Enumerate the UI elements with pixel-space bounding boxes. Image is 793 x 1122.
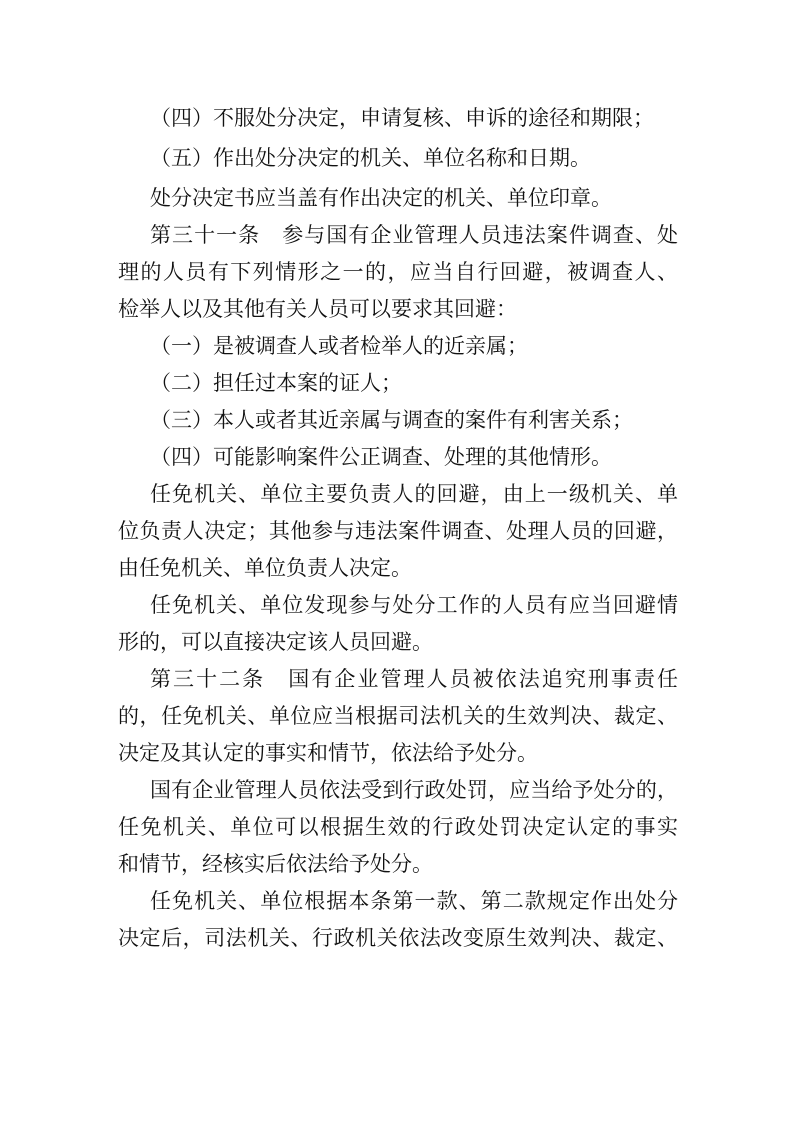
text-line-change-judgment-2: 决定后，司法机关、行政机关依法改变原生效判决、裁定、: [118, 926, 678, 950]
text-line-item-5: （五）作出处分决定的机关、单位名称和日期。: [150, 146, 591, 170]
text-line-article-32-cont-2: 决定及其认定的事实和情节，依法给予处分。: [118, 741, 538, 765]
text-line-article-31-cont-1: 理的人员有下列情形之一的，应当自行回避，被调查人、: [118, 260, 678, 284]
text-line-recusal-decision-1: 任免机关、单位主要负责人的回避，由上一级机关、单: [150, 482, 678, 506]
text-line-recusal-item-2: （二）担任过本案的证人；: [150, 371, 402, 395]
text-line-direct-recusal-2: 形的，可以直接决定该人员回避。: [118, 630, 433, 654]
text-line-recusal-item-4: （四）可能影响案件公正调查、处理的其他情形。: [150, 445, 612, 469]
text-line-recusal-decision-3: 由任免机关、单位负责人决定。: [118, 556, 412, 580]
text-line-admin-penalty-1: 国有企业管理人员依法受到行政处罚，应当给予处分的，: [150, 778, 678, 802]
text-line-direct-recusal-1: 任免机关、单位发现参与处分工作的人员有应当回避情: [150, 593, 678, 617]
text-line-recusal-decision-2: 位负责人决定；其他参与违法案件调查、处理人员的回避，: [118, 519, 678, 543]
text-line-change-judgment-1: 任免机关、单位根据本条第一款、第二款规定作出处分: [150, 889, 678, 913]
text-line-admin-penalty-2: 任免机关、单位可以根据生效的行政处罚决定认定的事实: [118, 815, 678, 839]
text-line-article-31-cont-2: 检举人以及其他有关人员可以要求其回避：: [118, 297, 517, 321]
text-line-recusal-item-1: （一）是被调查人或者检举人的近亲属；: [150, 334, 528, 358]
text-line-article-31-start: 第三十一条 参与国有企业管理人员违法案件调查、处: [150, 223, 678, 247]
text-line-article-32-cont-1: 的，任免机关、单位应当根据司法机关的生效判决、裁定、: [118, 704, 678, 728]
text-line-article-32-start: 第三十二条 国有企业管理人员被依法追究刑事责任: [150, 667, 678, 691]
text-line-seal-requirement: 处分决定书应当盖有作出决定的机关、单位印章。: [150, 186, 612, 210]
text-line-recusal-item-3: （三）本人或者其近亲属与调查的案件有利害关系；: [150, 408, 633, 432]
text-line-admin-penalty-3: 和情节，经核实后依法给予处分。: [118, 852, 433, 876]
text-line-item-4: （四）不服处分决定，申请复核、申诉的途径和期限；: [150, 106, 654, 130]
